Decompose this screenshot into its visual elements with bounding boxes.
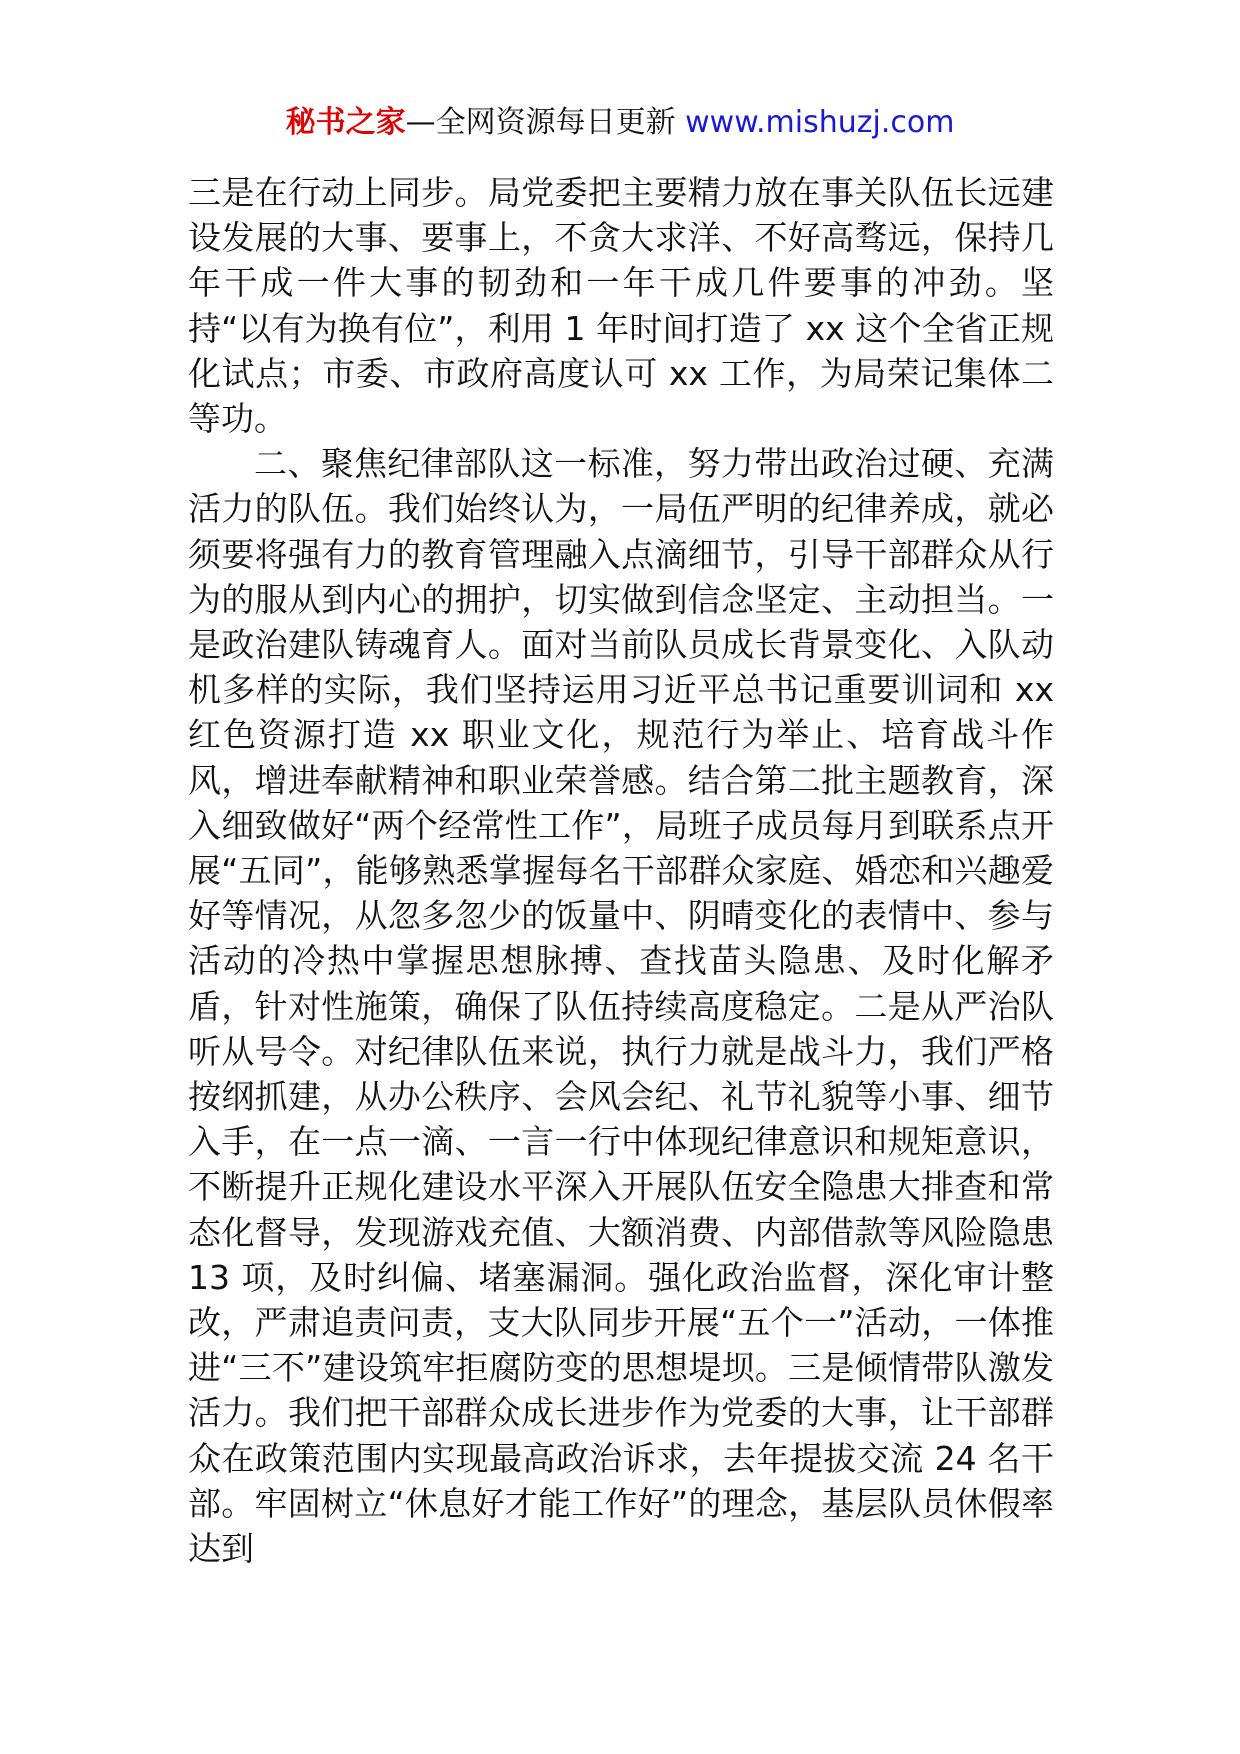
brand-name: 秘书之家: [285, 105, 406, 140]
header-tagline: —全网资源每日更新: [405, 105, 676, 140]
paragraph-section-two: [188, 441, 1054, 1571]
paragraph-continuation: 三是在行动上同步。局党委把主要精力放在事关队伍长远建设发展的大事、要事上，不贪大求洋、不好高骛远，保持几年干成一件大事的韧劲和一年干成几件要事的冲劲。坚持“以有为换有位”，利用 1 年时间打造了 xx 这个全省正规化试点；市委、市政府高度认可 xx 工作，为局荣记集体二等功。: [188, 173, 1054, 439]
watermark-header: [0, 100, 1240, 146]
site-url-link[interactable]: www.mishuzj.com: [685, 105, 955, 140]
section-two-heading: 二、聚焦纪律部队这一标准，努力带出政治过硬、充满活力的队伍。: [188, 444, 1054, 529]
document-body: [188, 170, 1054, 1571]
section-two-body: 我们始终认为，一局伍严明的纪律养成，就必须要将强有力的教育管理融入点滴细节，引导干部群众从行为的服从到内心的拥护，切实做到信念坚定、主动担当。一是政治建队铸魂育人。面对当前队员成长背景变化、入队动机多样的实际，我们坚持运用习近平总书记重要训词和 xx 红色资源打造 xx 职业文化，规范行为举止、培育战斗作风，增进奉献精神和职业荣誉感。结合第二批主题教育，深入细致做好“两个经常性工作”，局班子成员每月到联系点开展“五同”，能够熟悉掌握每名干部群众家庭、婚恋和兴趣爱好等情况，从忽多忽少的饭量中、阴晴变化的表情中、参与活动的冷热中掌握思想脉搏、查找苗头隐患、及时化解矛盾，针对性施策，确保了队伍持续高度稳定。二是从严治队听从号令。对纪律队伍来说，执行力就是战斗力，我们严格按纲抓建，从办公秩序、会风会纪、礼节礼貌等小事、细节入手，在一点一滴、一言一行中体现纪律意识和规矩意识，不断提升正规化建设水平深入开展队伍安全隐患大排查和常态化督导，发现游戏充值、大额消费、内部借款等风险隐患 13 项，及时纠偏、堵塞漏洞。强化政治监督，深化审计整改，严肃追责问责，支大队同步开展“五个一”活动，一体推进“三不”建设筑牢拒腐防变的思想堤坝。三是倾情带队激发活力。我们把干部群众成长进步作为党委的大事，让干部群众在政策范围内实现最高政治诉求，去年提拔交流 24 名干部。牢固树立“休息好才能工作好”的理念，基层队员休假率达到: [188, 489, 1055, 1569]
